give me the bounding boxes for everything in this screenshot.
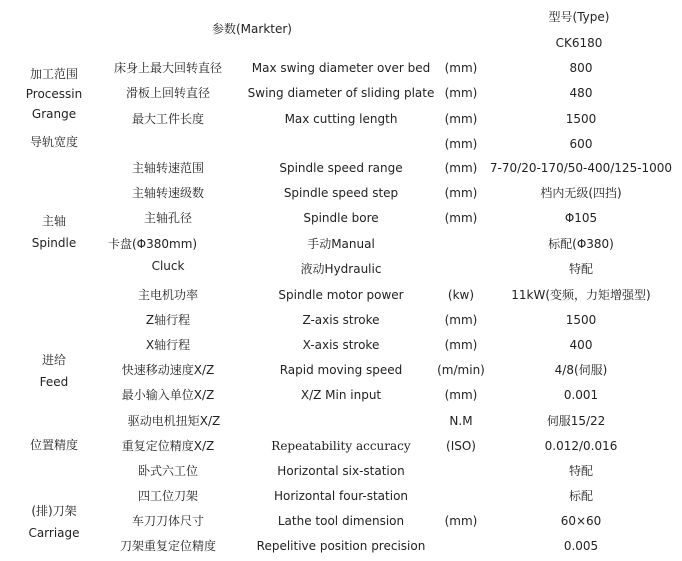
row-5-cn: 主轴转速级数 bbox=[131, 186, 204, 200]
row-1-unit: (mm) bbox=[444, 86, 478, 100]
row-9-unit: (kw) bbox=[447, 288, 475, 302]
row-4-en: Spindle speed range bbox=[279, 161, 403, 175]
row-16-value: 特配 bbox=[568, 464, 593, 478]
row-2-unit: (mm) bbox=[444, 112, 478, 126]
row-11-value: 400 bbox=[569, 338, 593, 352]
row-5-unit: (mm) bbox=[444, 186, 478, 200]
row-14-unit: N.M bbox=[449, 414, 473, 428]
row-2-cn: 最大工件长度 bbox=[131, 112, 204, 126]
row-12-unit: (m/min) bbox=[437, 363, 485, 377]
row-5-value: 档内无级(四挡) bbox=[540, 186, 622, 200]
row-1-cn: 滑板上回转直径 bbox=[125, 86, 210, 100]
row-7-value: 标配(Φ380) bbox=[548, 237, 614, 251]
row-11-unit: (mm) bbox=[444, 338, 478, 352]
group-processing-range-en1: Processin bbox=[25, 87, 83, 101]
group-spindle-en: Spindle bbox=[31, 236, 77, 250]
row-6-value: Φ105 bbox=[564, 211, 598, 225]
row-7-cn: 卡盘(Φ380mm) bbox=[108, 237, 198, 251]
row-12-value: 4/8(伺服) bbox=[554, 363, 608, 377]
model-label: 型号(Type) bbox=[548, 10, 610, 24]
row-14-value: 伺服15/22 bbox=[546, 414, 606, 428]
row-4-cn: 主轴转速范围 bbox=[131, 161, 204, 175]
row-1-value: 480 bbox=[569, 86, 593, 100]
row-15-cn: 重复定位精度X/Z bbox=[121, 439, 215, 453]
row-17-value: 标配 bbox=[568, 489, 593, 503]
row-17-en: Horizontal four-station bbox=[273, 489, 409, 503]
row-0-value: 800 bbox=[569, 61, 593, 75]
row-19-value: 0.005 bbox=[563, 539, 599, 553]
row-18-value: 60×60 bbox=[560, 514, 602, 528]
row-2-value: 1500 bbox=[565, 112, 597, 126]
row-0-en: Max swing diameter over bed bbox=[251, 61, 431, 75]
params-header: 参数(Markter) bbox=[212, 22, 292, 36]
row-13-value: 0.001 bbox=[563, 388, 599, 402]
row-0-cn: 床身上最大回转直径 bbox=[113, 61, 222, 75]
row-15-unit: (ISO) bbox=[446, 439, 476, 453]
model-value: CK6180 bbox=[555, 36, 603, 50]
row-8-cn: Cluck bbox=[151, 259, 185, 273]
row-16-en: Horizontal six-station bbox=[277, 464, 405, 478]
group-processing-range-en2: Grange bbox=[31, 107, 77, 121]
group-spindle-cn: 主轴 bbox=[41, 214, 66, 228]
group-positioning: 位置精度 bbox=[29, 438, 78, 452]
row-0-unit: (mm) bbox=[444, 61, 478, 75]
row-11-cn: X轴行程 bbox=[145, 338, 191, 352]
row-3-value: 600 bbox=[569, 137, 593, 151]
group-feed-cn: 进给 bbox=[41, 353, 66, 367]
row-11-en: X-axis stroke bbox=[302, 338, 380, 352]
group-feed-en: Feed bbox=[39, 375, 69, 389]
row-7-en: 手动Manual bbox=[307, 237, 375, 251]
row-9-en: Spindle motor power bbox=[278, 288, 404, 302]
row-2-en: Max cutting length bbox=[284, 112, 398, 126]
row-18-en: Lathe tool dimension bbox=[277, 514, 405, 528]
row-6-en: Spindle bore bbox=[303, 211, 379, 225]
row-10-unit: (mm) bbox=[444, 313, 478, 327]
row-13-unit: (mm) bbox=[444, 388, 478, 402]
row-6-cn: 主轴孔径 bbox=[143, 211, 192, 225]
row-9-value: 11kW(变频，力矩增强型) bbox=[511, 288, 651, 302]
row-10-value: 1500 bbox=[565, 313, 597, 327]
row-8-value: 特配 bbox=[568, 262, 593, 276]
row-18-cn: 车刀刀体尺寸 bbox=[131, 514, 204, 528]
row-15-value: 0.012/0.016 bbox=[544, 439, 618, 453]
group-processing-range-cn: 加工范围 bbox=[29, 67, 78, 81]
row-18-unit: (mm) bbox=[444, 514, 478, 528]
row-10-cn: Z轴行程 bbox=[145, 313, 191, 327]
row-10-en: Z-axis stroke bbox=[302, 313, 380, 327]
group-carriage-cn: (排)刀架 bbox=[31, 504, 77, 518]
row-5-en: Spindle speed step bbox=[283, 186, 399, 200]
row-16-cn: 卧式六工位 bbox=[137, 464, 198, 478]
row-19-cn: 刀架重复定位精度 bbox=[119, 539, 216, 553]
row-12-cn: 快速移动速度X/Z bbox=[121, 363, 215, 377]
row-12-en: Rapid moving speed bbox=[279, 363, 403, 377]
row-3-unit: (mm) bbox=[444, 137, 478, 151]
row-19-en: Repelitive position precision bbox=[256, 539, 426, 553]
row-8-en: 液动Hydraulic bbox=[300, 262, 382, 276]
row-14-cn: 驱动电机扭矩X/Z bbox=[127, 414, 221, 428]
row-4-unit: (mm) bbox=[444, 161, 478, 175]
group-carriage-en: Carriage bbox=[28, 526, 80, 540]
row-6-unit: (mm) bbox=[444, 211, 478, 225]
row-13-cn: 最小输入单位X/Z bbox=[121, 388, 215, 402]
group-guide-width: 导轨宽度 bbox=[29, 135, 78, 149]
row-9-cn: 主电机功率 bbox=[137, 288, 198, 302]
row-15-en: Repeatability accuracy bbox=[271, 439, 411, 453]
row-4-value: 7-70/20-170/50-400/125-1000 bbox=[489, 161, 673, 175]
row-1-en: Swing diameter of sliding plate bbox=[247, 86, 435, 100]
row-13-en: X/Z Min input bbox=[300, 388, 382, 402]
row-17-cn: 四工位刀架 bbox=[137, 489, 198, 503]
